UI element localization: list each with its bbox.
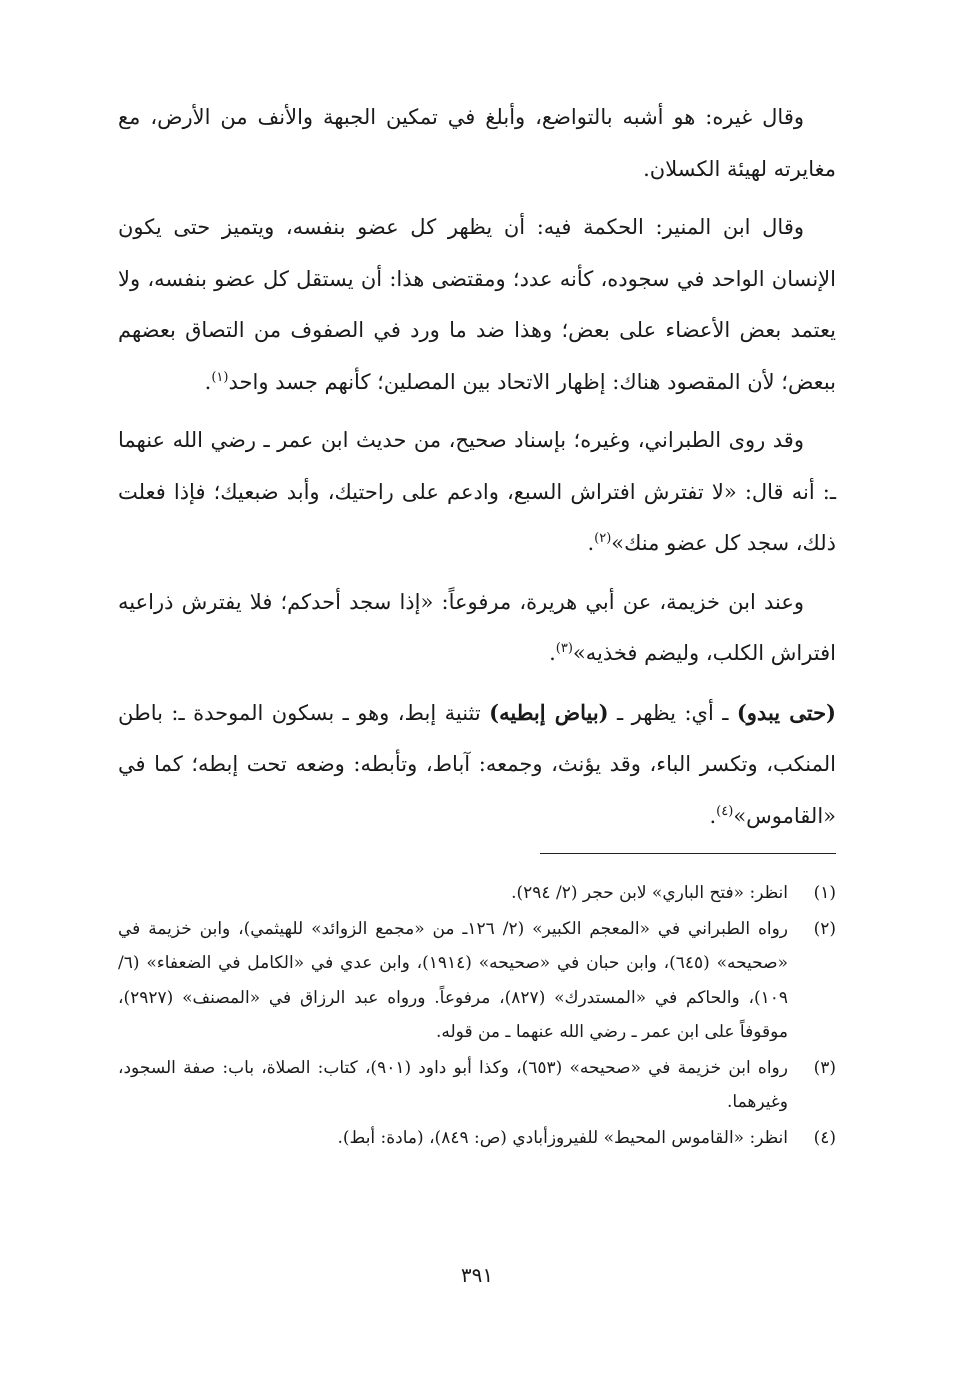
footnote-number: (٣) (813, 1057, 836, 1078)
main-text (118, 92, 836, 849)
paragraph-text: وقال غيره: هو أشبه بالتواضع، وأبلغ في تمكين الجبهة والأنف من الأرض، مع مغايرته لهيئة الكسلان. (118, 105, 836, 181)
footnote-1 (118, 876, 836, 911)
paragraph-end: . (587, 531, 595, 555)
footnote-number: (٤) (813, 1127, 836, 1148)
footnote-reference: (٤) (716, 803, 734, 819)
footnote-number: (٢) (813, 918, 836, 939)
footnote-text: انظر: «القاموس المحيط» للفيروزأبادي (ص: ٨٤٩)، (مادة: أبط). (337, 1127, 788, 1148)
paragraph-text: ـ أي: يظهر ـ (608, 700, 737, 725)
paragraph-text: وقد روى الطبراني، وغيره؛ بإسناد صحيح، من حديث ابن عمر ـ رضي الله عنهما ـ: أنه قال: «لا تفترش افتراش السبع، وادعم على راحتيك، وأبد ضبعيك؛ فإذا فعلت ذلك، سجد كل عضو منك» (118, 428, 836, 555)
paragraph-5 (118, 687, 836, 843)
paragraph-end: . (549, 641, 556, 665)
footnote-4 (118, 1121, 836, 1156)
footnote-text: انظر: «فتح الباري» لابن حجر (٢/ ٢٩٤). (511, 883, 788, 903)
footnote-2 (118, 912, 836, 1050)
footnote-separator (540, 853, 836, 854)
paragraph-text: وقال ابن المنير: الحكمة فيه: أن يظهر كل عضو بنفسه، ويتميز حتى يكون الإنسان الواحد في سجوده، كأنه عدد؛ ومقتضى هذا: أن يستقل كل عضو بنفسه، ولا يعتمد بعض الأعضاء على بعض؛ وهذا ضد ما ورد في الصفوف من التصاق بعضهم ببعض؛ لأن المقصود هناك: إظهار الاتحاد بين المصلين؛ كأنهم جسد واحد (118, 215, 836, 394)
footnotes (118, 876, 836, 1156)
footnote-text: رواه ابن خزيمة في «صحيحه» (٦٥٣)، وكذا أبو داود (٩٠١)، كتاب: الصلاة، باب: صفة السجود، وغيرهما. (118, 1057, 788, 1112)
paragraph-text: تثنية إبط، وهو ـ بسكون الموحدة ـ: باطن المنكب، وتكسر الباء، وقد يؤنث، وجمعه: آباط، وتأبطه: وضعه تحت إبطه؛ كما في «القاموس» (118, 700, 836, 828)
footnote-reference: (٢) (594, 531, 612, 546)
footnote-text: رواه الطبراني في «المعجم الكبير» (٢/ ١٢٦ـ من «مجمع الزوائد» للهيثمي)، وابن خزيمة في «صحيحه» (٦٤٥)، وابن حبان في «صحيحه» (١٩١٤)، وابن عدي في «الكامل في الضعفاء» (٦/ ١٠٩)، والحاكم في «المستدرك» (٨٢٧)، مرفوعاً. ورواه عبد الرزاق في «المصنف» (٢٩٢٧)، موقوفاً على ابن عمر ـ رضي الله عنهما ـ من قوله. (118, 918, 789, 1042)
paragraph-end: . (709, 803, 717, 828)
paragraph-1 (118, 92, 836, 195)
paragraph-2 (118, 202, 836, 408)
footnote-reference: (١) (211, 369, 229, 385)
bold-phrase: (بياض إبطيه) (489, 699, 609, 725)
paragraph-4 (118, 577, 836, 680)
footnote-number: (١) (813, 883, 836, 903)
paragraph-text: وعند ابن خزيمة، عن أبي هريرة، مرفوعاً: «إذا سجد أحدكم؛ فلا يفترش ذراعيه افتراش الكلب، وليضم فخذيه» (118, 589, 836, 665)
page-number: ٣٩١ (460, 1263, 494, 1287)
bold-phrase: (حتى يبدو) (736, 699, 836, 725)
paragraph-end: . (204, 369, 212, 394)
footnote-3 (118, 1051, 836, 1120)
paragraph-3 (118, 415, 836, 570)
footnote-reference: (٣) (555, 641, 573, 656)
